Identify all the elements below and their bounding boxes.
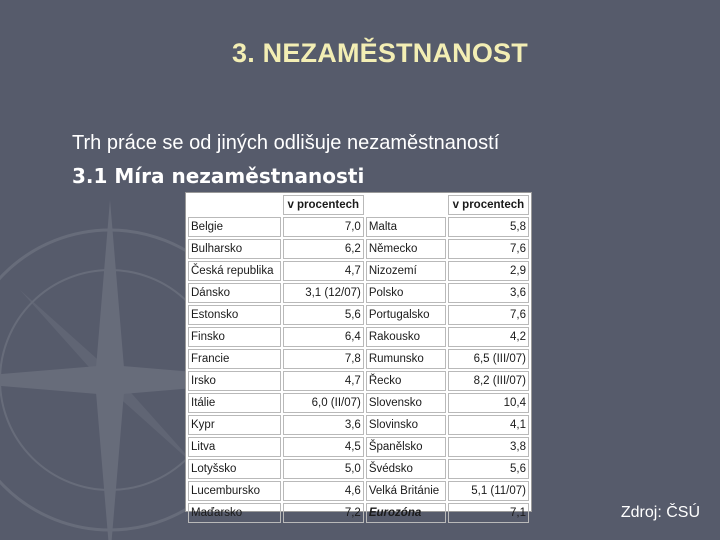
country-name-cell: Finsko: [188, 327, 281, 347]
country-name-cell: Česká republika: [188, 261, 281, 281]
table-row: [188, 503, 529, 523]
country-name-cell: Malta: [366, 217, 446, 237]
rate-value-cell: 7,2: [283, 503, 364, 523]
country-name-cell: Slovensko: [366, 393, 446, 413]
rate-value-cell: 6,2: [283, 239, 364, 259]
rate-value-cell: 3,6: [448, 283, 529, 303]
table-row: [188, 261, 529, 281]
rate-value-cell: 4,1: [448, 415, 529, 435]
country-name-cell: Lotyšsko: [188, 459, 281, 479]
country-name-cell: Slovinsko: [366, 415, 446, 435]
table-row: [188, 327, 529, 347]
country-name-cell: Řecko: [366, 371, 446, 391]
country-name-cell: Španělsko: [366, 437, 446, 457]
country-name-cell: Irsko: [188, 371, 281, 391]
table-row: [188, 349, 529, 369]
table-row: [188, 437, 529, 457]
header-blank-cell: [366, 195, 446, 215]
country-name-cell: Polsko: [366, 283, 446, 303]
rate-value-cell: 5,6: [448, 459, 529, 479]
rate-value-cell: 7,1: [448, 503, 529, 523]
table-row: [188, 459, 529, 479]
rate-value-cell: 5,8: [448, 217, 529, 237]
table-header-row: [188, 195, 529, 215]
slide-title: 3. NEZAMĚSTNANOST: [232, 38, 528, 68]
header-blank-cell: [188, 195, 281, 215]
country-name-cell: Německo: [366, 239, 446, 259]
rate-value-cell: 4,7: [283, 371, 364, 391]
rate-value-cell: 3,6: [283, 415, 364, 435]
country-name-cell: Belgie: [188, 217, 281, 237]
rate-value-cell: 8,2 (III/07): [448, 371, 529, 391]
header-left-unit: v procentech: [283, 195, 364, 215]
rate-value-cell: 10,4: [448, 393, 529, 413]
table-row: [188, 481, 529, 501]
rate-value-cell: 6,0 (II/07): [283, 393, 364, 413]
rate-value-cell: 4,7: [283, 261, 364, 281]
rate-value-cell: 4,6: [283, 481, 364, 501]
header-right-unit: v procentech: [448, 195, 529, 215]
country-name-cell: Francie: [188, 349, 281, 369]
unemployment-table: [186, 193, 531, 525]
intro-text: Trh práce se od jiných odlišuje nezaměstnaností: [72, 132, 500, 154]
table-row: [188, 415, 529, 435]
country-name-cell: Velká Británie: [366, 481, 446, 501]
rate-value-cell: 7,8: [283, 349, 364, 369]
rate-value-cell: 3,1 (12/07): [283, 283, 364, 303]
country-name-cell: Estonsko: [188, 305, 281, 325]
country-name-cell: Bulharsko: [188, 239, 281, 259]
rate-value-cell: 7,0: [283, 217, 364, 237]
country-name-cell: Maďarsko: [188, 503, 281, 523]
table-row: [188, 393, 529, 413]
table-row: [188, 305, 529, 325]
unemployment-table-container: [185, 192, 532, 519]
table-row: [188, 283, 529, 303]
country-name-cell: Rumunsko: [366, 349, 446, 369]
country-name-cell: Litva: [188, 437, 281, 457]
country-name-cell: Eurozóna: [366, 503, 446, 523]
rate-value-cell: 7,6: [448, 239, 529, 259]
table-row: [188, 239, 529, 259]
rate-value-cell: 4,5: [283, 437, 364, 457]
table-row: [188, 371, 529, 391]
rate-value-cell: 4,2: [448, 327, 529, 347]
table-row: [188, 217, 529, 237]
country-name-cell: Portugalsko: [366, 305, 446, 325]
country-name-cell: Kypr: [188, 415, 281, 435]
rate-value-cell: 5,0: [283, 459, 364, 479]
rate-value-cell: 7,6: [448, 305, 529, 325]
rate-value-cell: 3,8: [448, 437, 529, 457]
country-name-cell: Dánsko: [188, 283, 281, 303]
source-note: Zdroj: ČSÚ: [620, 504, 700, 521]
country-name-cell: Itálie: [188, 393, 281, 413]
rate-value-cell: 6,5 (III/07): [448, 349, 529, 369]
rate-value-cell: 5,6: [283, 305, 364, 325]
table-body: [188, 217, 529, 523]
country-name-cell: Nizozemí: [366, 261, 446, 281]
section-heading: 3.1 Míra nezaměstnanosti: [72, 164, 365, 188]
country-name-cell: Švédsko: [366, 459, 446, 479]
rate-value-cell: 6,4: [283, 327, 364, 347]
rate-value-cell: 5,1 (11/07): [448, 481, 529, 501]
country-name-cell: Rakousko: [366, 327, 446, 347]
country-name-cell: Lucembursko: [188, 481, 281, 501]
rate-value-cell: 2,9: [448, 261, 529, 281]
